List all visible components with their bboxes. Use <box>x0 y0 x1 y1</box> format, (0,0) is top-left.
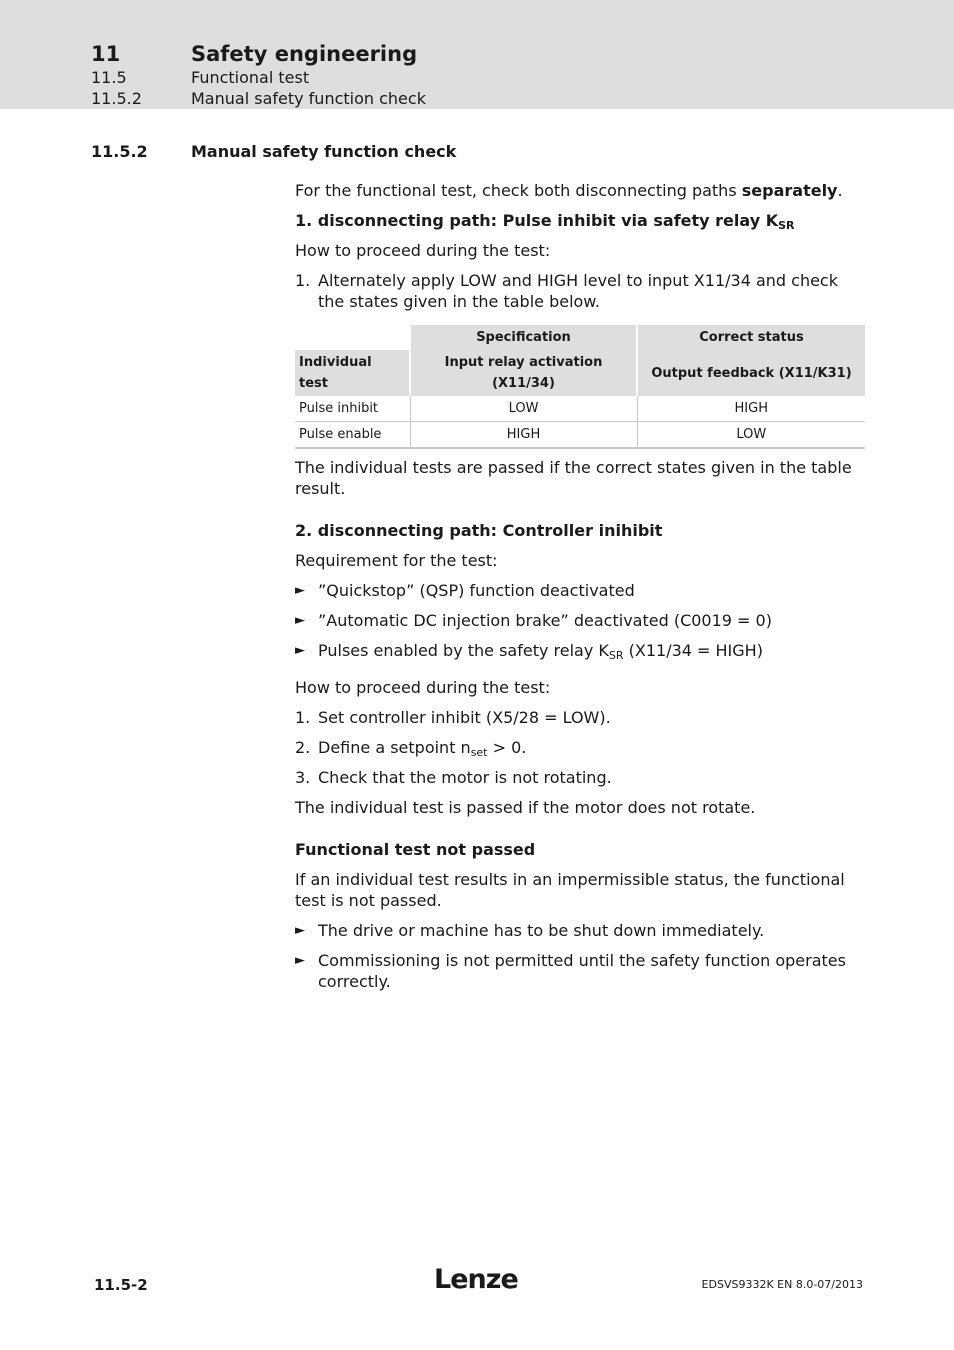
main-content <box>295 180 865 1001</box>
section-title: Functional test <box>191 68 310 87</box>
bullet-arrow-icon: ► <box>295 583 305 598</box>
path1-heading: 1. disconnecting path: Pulse inhibit via safety relay $K_{SR}$ <box>295 211 795 232</box>
requirement-item: ► ”Automatic DC injection brake” deactivated (C0019 = 0) <box>295 611 772 630</box>
requirement-item: ► Pulses enabled by the safety relay $K_{SR}$ (X11/34 = HIGH) <box>295 641 763 662</box>
table-group-header: Correct status <box>637 325 865 350</box>
subsection-number: 11.5.2 <box>91 89 142 108</box>
table-cell: HIGH <box>637 396 865 422</box>
proceed-label-1: How to proceed during the test: <box>295 241 551 260</box>
fail-item: ► The drive or machine has to be shut down immediately. <box>295 921 765 940</box>
table-group-header: Specification <box>410 325 637 350</box>
table-col-header: Input relay activation (X11/34) <box>410 350 637 396</box>
bullet-arrow-icon: ► <box>295 643 305 658</box>
fail-item: ► Commissioning is not permitted until the safety function operates correctly. <box>295 951 846 991</box>
path2-step: 2. Define a setpoint $n_{set} > 0$. <box>295 738 527 759</box>
header-band <box>0 0 954 109</box>
table-cell: LOW <box>637 422 865 449</box>
page-section-number: 11.5.2 <box>91 142 148 161</box>
fail-heading: Functional test not passed <box>295 840 536 859</box>
table-row <box>295 422 865 449</box>
path2-result: The individual test is passed if the motor does not rotate. <box>295 798 756 817</box>
step-number: 1. <box>295 708 311 727</box>
table-col-header: Output feedback (X11/K31) <box>637 350 865 396</box>
test-states-table <box>295 325 865 449</box>
chapter-title: Safety engineering <box>191 42 418 66</box>
path2-step: 3. Check that the motor is not rotating. <box>295 768 612 787</box>
step-number: 3. <box>295 768 311 787</box>
requirement-item: ► ”Quickstop” (QSP) function deactivated <box>295 581 635 600</box>
table-cell: HIGH <box>410 422 637 449</box>
section-number: 11.5 <box>91 68 127 87</box>
step-number: 2. <box>295 738 311 757</box>
after-table-text: The individual tests are passed if the correct states given in the table result. <box>295 458 852 498</box>
fail-text: If an individual test results in an impermissible status, the functional test is not passed. <box>295 870 845 910</box>
intro-paragraph: For the functional test, check both disconnecting paths separately. <box>295 181 843 200</box>
document-reference: EDSVS9332K EN 8.0-07/2013 <box>701 1278 863 1291</box>
subsection-title: Manual safety function check <box>191 89 426 108</box>
page-section-text: Manual safety function check <box>191 142 457 161</box>
path2-step: 1. Set controller inhibit (X5/28 = LOW). <box>295 708 611 727</box>
proceed-label-2: How to proceed during the test: <box>295 678 551 697</box>
table-row <box>295 396 865 422</box>
page-number: 11.5-2 <box>94 1276 148 1294</box>
table-cell: LOW <box>410 396 637 422</box>
table-col-header: Individual test <box>295 350 410 396</box>
path2-heading: 2. disconnecting path: Controller inihibit <box>295 521 663 540</box>
requirement-label: Requirement for the test: <box>295 551 498 570</box>
lenze-logo: Lenze <box>434 1264 518 1295</box>
bullet-arrow-icon: ► <box>295 953 305 968</box>
step-text: Alternately apply LOW and HIGH level to input X11/34 and check the states given in the table below. <box>318 271 838 311</box>
bullet-arrow-icon: ► <box>295 923 305 938</box>
path1-step <box>295 270 865 312</box>
chapter-number: 11 <box>91 42 121 66</box>
bullet-arrow-icon: ► <box>295 613 305 628</box>
table-cell: Pulse enable <box>295 422 410 449</box>
table-cell: Pulse inhibit <box>295 396 410 422</box>
step-number: 1. <box>295 271 311 290</box>
